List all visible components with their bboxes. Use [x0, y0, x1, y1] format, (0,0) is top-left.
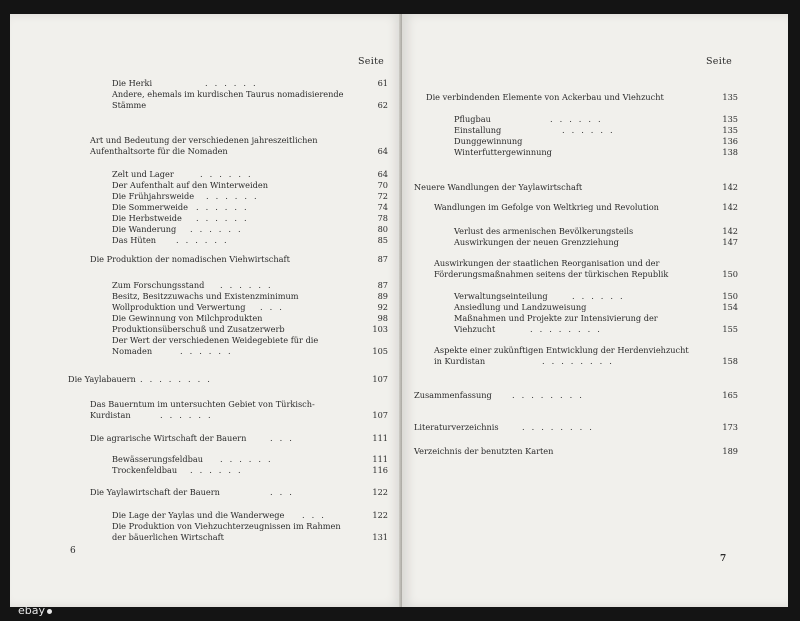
leader-dots: ...... [196, 202, 254, 212]
toc-entry-page: 87 [377, 280, 388, 290]
toc-entry-title: Bewässerungsfeldbau [112, 454, 204, 464]
toc-entry-title: in Kurdistan [434, 356, 486, 366]
leader-dots: ... [260, 302, 289, 312]
toc-entry-page: 122 [372, 487, 388, 497]
toc-entry-title: Zusammenfassung [414, 390, 492, 400]
toc-entry-title: Die verbindenden Elemente von Ackerbau und Viehzucht [426, 92, 664, 102]
toc-entry-title: Die Yaylawirtschaft der Bauern [90, 487, 220, 497]
leader-dots: ...... [190, 224, 248, 234]
toc-entry-title: Die Lage der Yaylas und die Wanderwege [112, 510, 285, 520]
toc-entry-title: Trockenfeldbau [112, 465, 178, 475]
toc-entry-title: Auswirkungen der neuen Grenzziehung [454, 237, 619, 247]
toc-entry-page: 135 [722, 92, 738, 102]
leader-dots: ...... [220, 280, 278, 290]
toc-entry-title: Pflugbau [454, 114, 491, 124]
seite-header: Seite [358, 56, 385, 67]
toc-entry-page: 92 [377, 302, 388, 312]
leader-dots: ...... [190, 465, 248, 475]
toc-entry-title: Der Aufenthalt auf den Winterweiden [112, 180, 269, 190]
toc-entry-page: 136 [722, 136, 738, 146]
toc-entry-title: Art und Bedeutung der verschiedenen jahreszeitlichen [90, 135, 318, 145]
leader-dots: ... [270, 487, 299, 497]
toc-entry-title: Das Hüten [112, 235, 157, 245]
toc-entry-title: Zelt und Lager [112, 169, 174, 179]
toc-entry-title: Die Wanderung [112, 224, 177, 234]
toc-entry-page: 89 [377, 291, 388, 301]
toc-entry-title: Winterfuttergewinnung [454, 147, 552, 157]
toc-entry-page: 87 [377, 254, 388, 264]
leader-dots: ... [270, 433, 299, 443]
toc-entry-title: Auswirkungen der staatlichen Reorganisation und der [434, 258, 660, 268]
toc-entry-title: Die Herbstweide [112, 213, 182, 223]
toc-entry-page: 80 [377, 224, 388, 234]
toc-entry-page: 142 [722, 226, 738, 236]
toc-entry-title: Stämme [112, 100, 147, 110]
toc-entry-title: Aspekte einer zukünftigen Entwicklung der Herdenviehzucht [434, 345, 689, 355]
leader-dots: ...... [176, 235, 234, 245]
toc-entry-title: Ansiedlung und Landzuweisung [454, 302, 587, 312]
toc-entry-title: Die Herki [112, 78, 153, 88]
toc-entry-page: 173 [722, 422, 738, 432]
leader-dots: ...... [220, 454, 278, 464]
toc-entry-page: 74 [377, 202, 388, 212]
toc-entry-title: Förderungsmaßnahmen seitens der türkischen Republik [434, 269, 669, 279]
toc-entry-title: Verzeichnis der benutzten Karten [414, 446, 554, 456]
right-page [402, 14, 788, 607]
seite-header: Seite [706, 56, 733, 67]
leader-dots: ...... [180, 346, 238, 356]
leader-dots: ........ [140, 374, 217, 384]
toc-entry-page: 150 [722, 269, 738, 279]
toc-entry-title: Andere, ehemals im kurdischen Taurus nomadisierende [112, 89, 344, 99]
toc-entry-title: Zum Forschungsstand [112, 280, 205, 290]
dot-icon [47, 609, 52, 614]
toc-entry-page: 142 [722, 182, 738, 192]
toc-entry-title: Wollproduktion und Verwertung [112, 302, 246, 312]
toc-entry-page: 116 [372, 465, 388, 475]
toc-entry-page: 85 [377, 235, 388, 245]
toc-entry-page: 150 [722, 291, 738, 301]
toc-entry-page: 70 [377, 180, 388, 190]
toc-entry-title: Viehzucht [454, 324, 496, 334]
watermark-logo: ebay [18, 604, 46, 617]
page-number: 6 [70, 546, 76, 556]
leader-dots: ...... [200, 169, 258, 179]
toc-entry-title: Die Frühjahrsweide [112, 191, 195, 201]
toc-entry-page: 78 [377, 213, 388, 223]
ebay-watermark [18, 604, 52, 617]
left-page [10, 14, 402, 607]
toc-entry-page: 165 [722, 390, 738, 400]
toc-entry-page: 111 [372, 454, 388, 464]
toc-entry-title: Der Wert der verschiedenen Weidegebiete für die [112, 335, 319, 345]
toc-entry-page: 158 [722, 356, 738, 366]
toc-entry-page: 142 [722, 202, 738, 212]
toc-entry-title: Kurdistan [90, 410, 131, 420]
toc-entry-title: Verwaltungseinteilung [454, 291, 548, 301]
toc-entry-title: Die Gewinnung von Milchprodukten [112, 313, 263, 323]
toc-entry-page: 61 [377, 78, 388, 88]
leader-dots: ........ [522, 422, 599, 432]
leader-dots: ........ [512, 390, 589, 400]
leader-dots: ...... [196, 213, 254, 223]
toc-entry-page: 105 [372, 346, 388, 356]
toc-entry-page: 107 [372, 410, 388, 420]
leader-dots: ... [302, 510, 331, 520]
page-number: 7 [720, 554, 727, 564]
toc-entry-title: Nomaden [112, 346, 153, 356]
toc-entry-title: Das Bauerntum im untersuchten Gebiet von Türkisch- [90, 399, 315, 409]
toc-entry-title: Neuere Wandlungen der Yaylawirtschaft [414, 182, 583, 192]
leader-dots: ...... [572, 291, 630, 301]
leader-dots: ...... [550, 114, 608, 124]
toc-entry-title: der bäuerlichen Wirtschaft [112, 532, 224, 542]
leader-dots: ...... [206, 191, 264, 201]
leader-dots: ...... [205, 78, 263, 88]
toc-entry-title: Literaturverzeichnis [414, 422, 499, 432]
toc-entry-title: Die Sommerweide [112, 202, 189, 212]
toc-entry-page: 154 [722, 302, 738, 312]
toc-entry-title: Die Produktion der nomadischen Viehwirtschaft [90, 254, 290, 264]
toc-entry-page: 107 [372, 374, 388, 384]
toc-entry-page: 122 [372, 510, 388, 520]
toc-entry-title: Die agrarische Wirtschaft der Bauern [90, 433, 247, 443]
toc-entry-page: 64 [377, 146, 388, 156]
toc-entry-page: 135 [722, 114, 738, 124]
leader-dots: ........ [542, 356, 619, 366]
toc-entry-title: Einstallung [454, 125, 502, 135]
toc-entry-title: Die Yaylabauern [68, 374, 136, 384]
toc-entry-page: 103 [372, 324, 388, 334]
leader-dots: ...... [160, 410, 218, 420]
toc-entry-title: Die Produktion von Viehzuchterzeugnissen im Rahmen [112, 521, 341, 531]
toc-entry-page: 138 [722, 147, 738, 157]
toc-entry-title: Besitz, Besitzzuwachs und Existenzminimum [112, 291, 299, 301]
toc-entry-page: 131 [372, 532, 388, 542]
toc-entry-title: Dunggewinnung [454, 136, 523, 146]
toc-entry-page: 64 [377, 169, 388, 179]
toc-entry-page: 72 [377, 191, 388, 201]
toc-entry-title: Maßnahmen und Projekte zur Intensivierung der [454, 313, 658, 323]
toc-entry-page: 155 [722, 324, 738, 334]
toc-entry-page: 189 [722, 446, 738, 456]
toc-entry-page: 135 [722, 125, 738, 135]
toc-entry-title: Wandlungen im Gefolge von Weltkrieg und Revolution [434, 202, 659, 212]
toc-entry-title: Produktionsüberschuß und Zusatzerwerb [112, 324, 285, 334]
leader-dots: ...... [562, 125, 620, 135]
toc-entry-page: 147 [722, 237, 738, 247]
toc-entry-title: Verlust des armenischen Bevölkerungsteils [454, 226, 634, 236]
toc-entry-page: 111 [372, 433, 388, 443]
toc-entry-title: Aufenthaltsorte für die Nomaden [90, 146, 228, 156]
leader-dots: ........ [530, 324, 607, 334]
toc-entry-page: 98 [377, 313, 388, 323]
toc-entry-page: 62 [377, 100, 388, 110]
